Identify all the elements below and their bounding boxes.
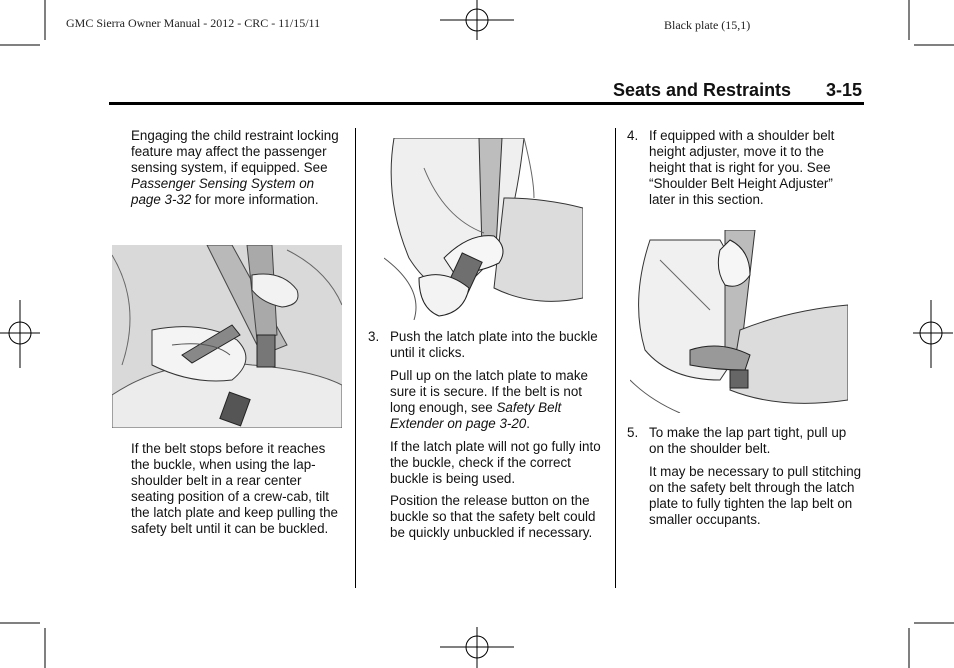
column-divider-1	[355, 128, 356, 588]
registration-mark-left-icon	[0, 300, 45, 370]
col3-paragraph-1: It may be necessary to pull stitching on the safety belt through the latch plate to fully tighten the lap belt on smaller occupants.	[649, 464, 862, 527]
buckle-hand-image	[112, 245, 342, 428]
col2-p1-text-end: .	[526, 416, 530, 431]
buckle-illustration-2	[384, 138, 583, 320]
column-divider-2	[615, 128, 616, 588]
registration-mark-right-icon	[909, 300, 954, 370]
step-4-number: 4.	[627, 128, 639, 143]
buckle-illustration-1	[112, 245, 342, 428]
passenger-sensing-link[interactable]: Passenger Sensing System on page 3-32	[131, 176, 315, 207]
col1-p1-text-end: for more information.	[191, 192, 319, 207]
page-number: 3-15	[826, 80, 863, 100]
registration-mark-bottom-icon	[440, 625, 516, 668]
step-5-text: To make the lap part tight, pull up on the shoulder belt.	[649, 425, 847, 456]
latch-plate-image	[384, 138, 583, 320]
step-4-text: If equipped with a shoulder belt height adjuster, move it to the height that is right for you. See “Shoulder Belt Height Adjuster” later in this section.	[649, 128, 835, 207]
step-5-number: 5.	[627, 425, 639, 440]
header-rule	[109, 102, 864, 105]
step-3-number: 3.	[368, 329, 380, 344]
section-title: Seats and Restraints	[613, 80, 792, 100]
shoulder-belt-illustration	[630, 230, 848, 413]
plate-header-right: Black plate (15,1)	[664, 18, 751, 32]
col2-paragraph-1	[390, 368, 606, 432]
col1-paragraph-1	[131, 128, 345, 208]
col1-p1-text: Engaging the child restraint locking feature may affect the passenger sensing system, if equipped. See	[131, 128, 339, 175]
col2-p1-text: Pull up on the latch plate to make sure it is secure. If the belt is not long enough, see	[390, 368, 589, 415]
registration-mark-top-icon	[440, 0, 516, 45]
plate-header-left: GMC Sierra Owner Manual - 2012 - CRC - 11/15/11	[66, 16, 321, 30]
col1-paragraph-2: If the belt stops before it reaches the buckle, when using the lap-shoulder belt in a rear center seating position of a crew-cab, tilt the latch plate and keep pulling the safety belt until it can be buckled.	[131, 441, 338, 536]
col2-paragraph-2: If the latch plate will not go fully into the buckle, check if the correct buckle is being used.	[390, 439, 601, 486]
safety-belt-extender-link[interactable]: Safety Belt Extender on page 3-20	[390, 400, 562, 431]
col2-paragraph-3: Position the release button on the buckle so that the safety belt could be quickly unbuckled if necessary.	[390, 493, 596, 540]
step-3-text: Push the latch plate into the buckle until it clicks.	[390, 329, 598, 360]
shoulder-belt-image	[630, 230, 848, 413]
